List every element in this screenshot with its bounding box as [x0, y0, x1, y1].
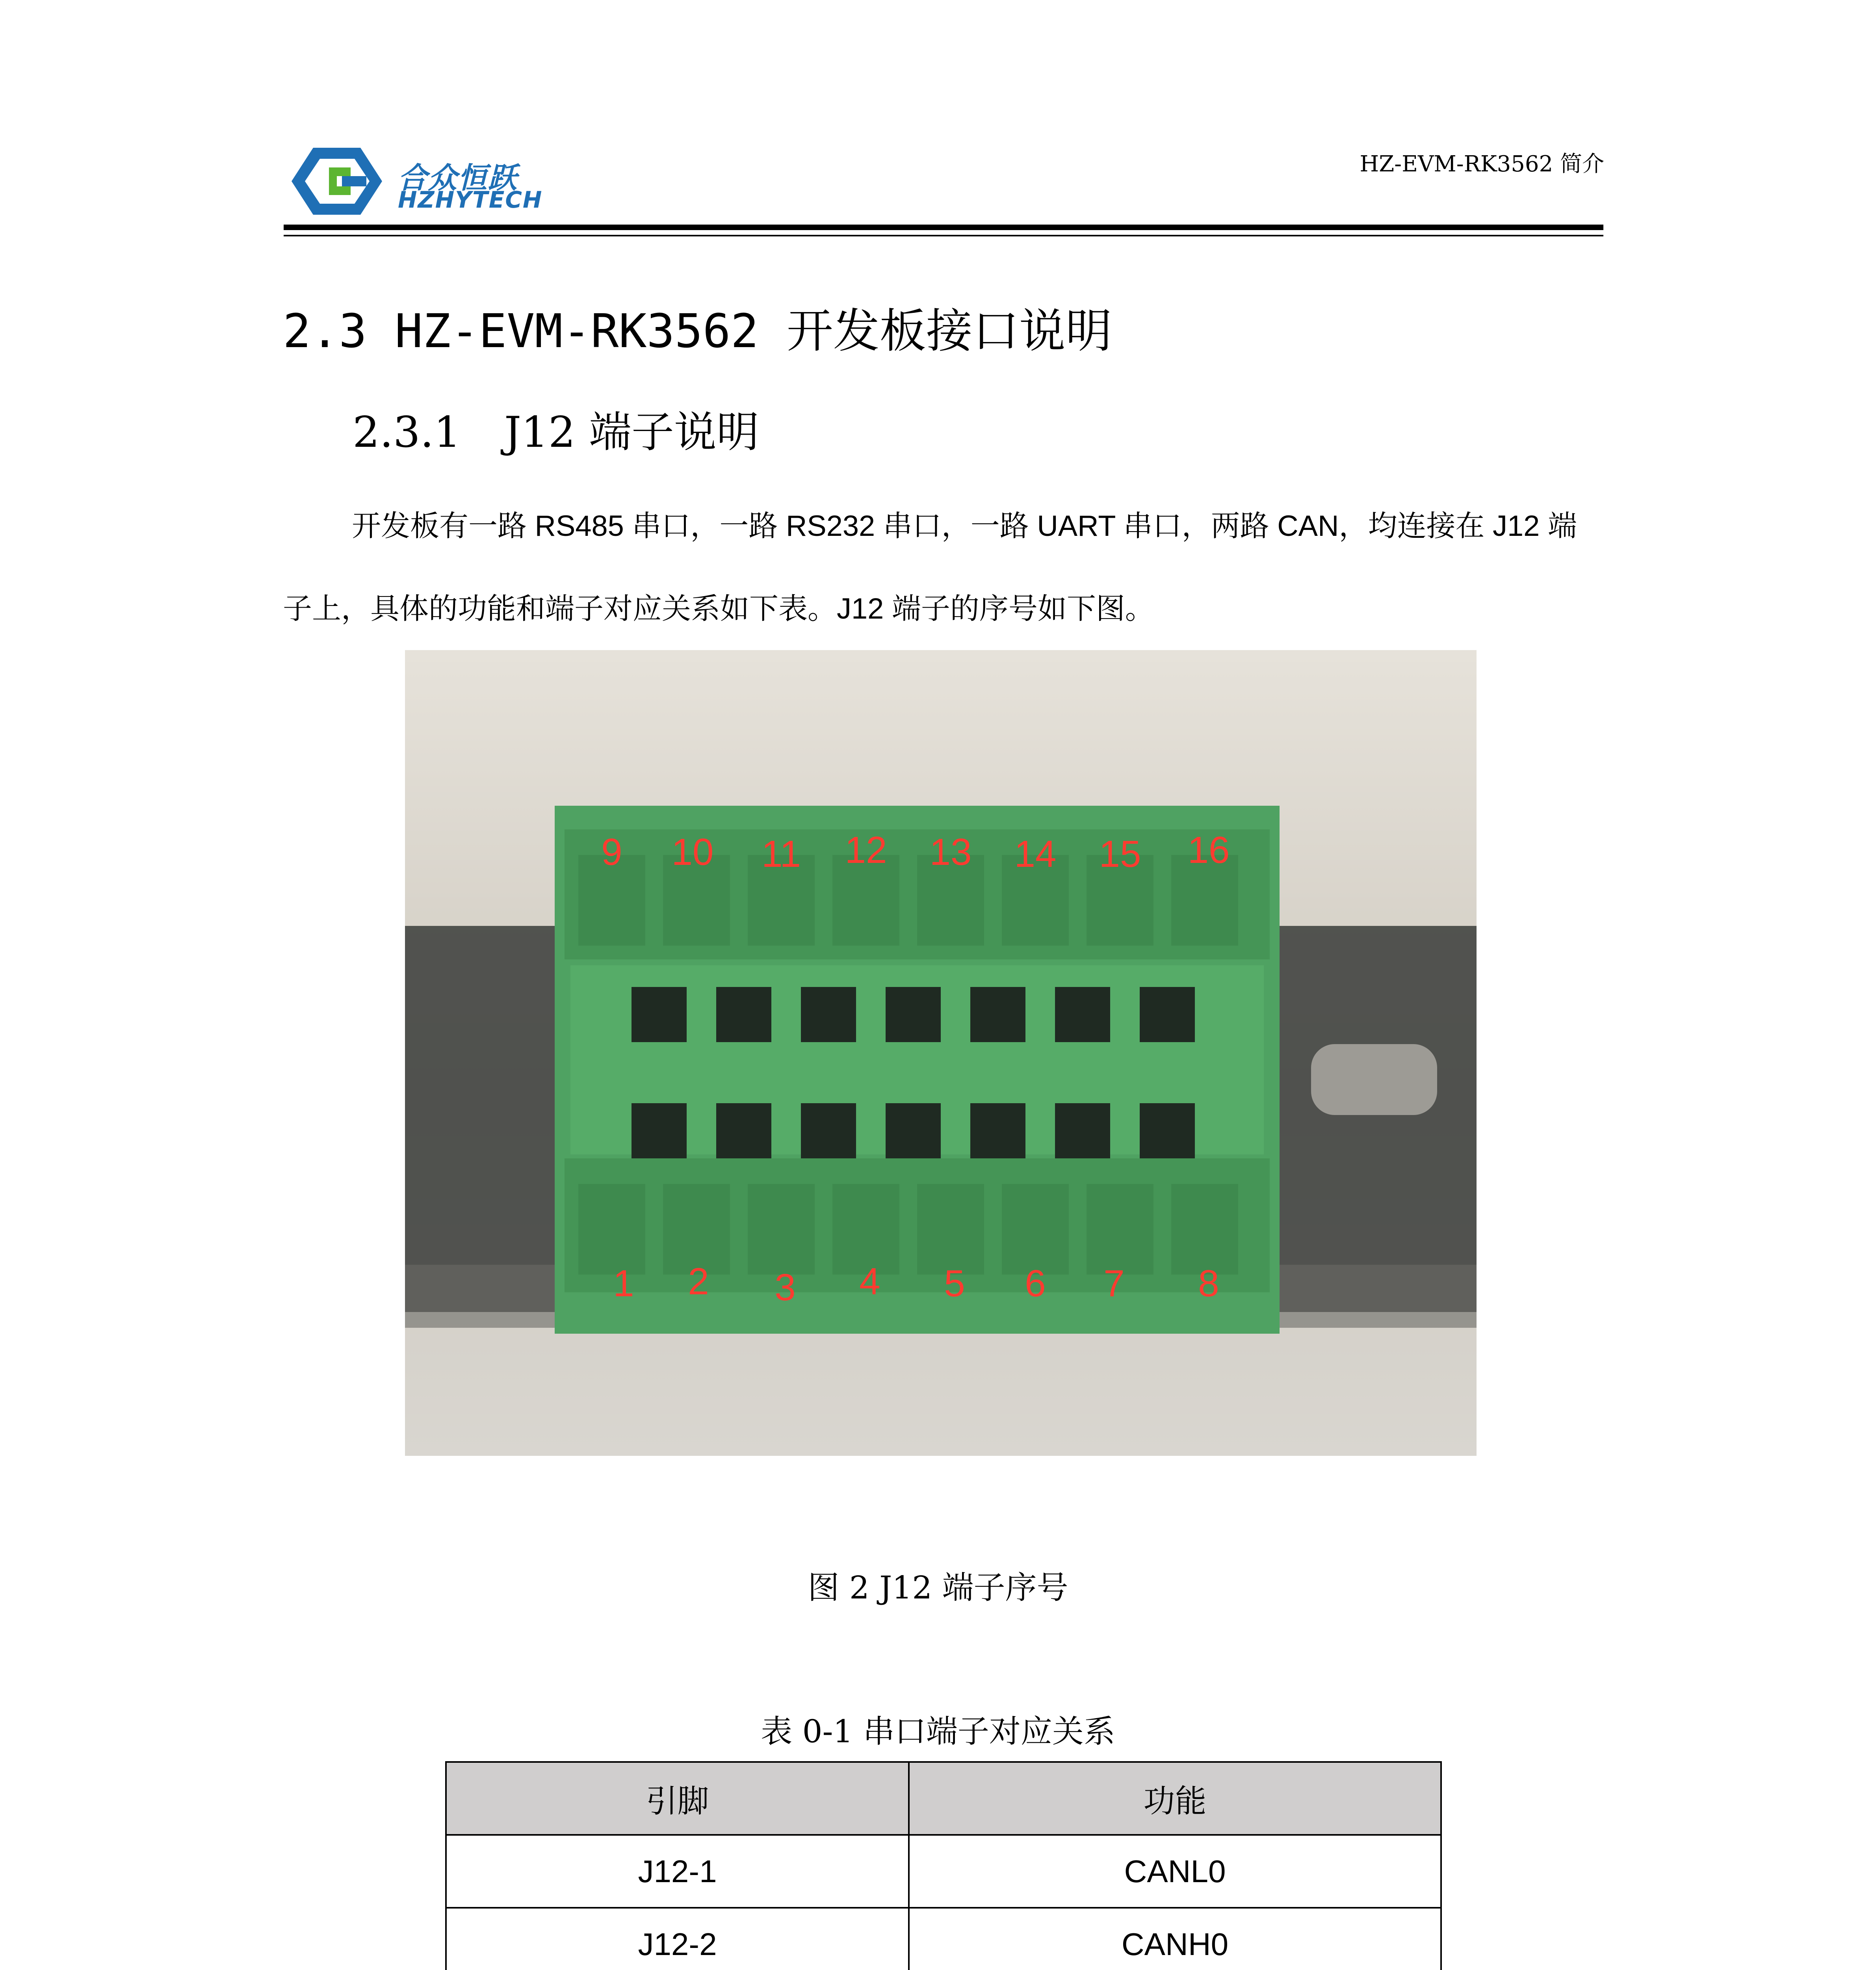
subsection-title: J12 端子说明	[504, 408, 759, 457]
section-heading: 2.3 HZ-EVM-RK3562 开发板接口说明	[283, 304, 1112, 358]
column-header-function: 功能	[909, 1762, 1441, 1835]
table-header-row	[446, 1762, 1441, 1835]
j12-terminal-photo	[405, 650, 1477, 1456]
pin-cell: J12-1	[446, 1835, 909, 1908]
company-logo	[292, 144, 544, 219]
table-caption: 表 0-1 串口端子对应关系	[761, 1713, 1115, 1750]
pin-cell: J12-2	[446, 1908, 909, 1970]
table-row	[446, 1835, 1441, 1908]
header-doc-title: HZ-EVM-RK3562 简介	[1360, 151, 1604, 177]
pin-label: 8	[1198, 1262, 1219, 1305]
header-divider	[284, 225, 1603, 230]
pin-label: 12	[845, 829, 887, 871]
logo-text-en: HZHYTECH	[398, 186, 543, 213]
pin-label: 15	[1099, 833, 1141, 875]
pin-label: 11	[762, 833, 801, 875]
pin-label: 4	[859, 1260, 880, 1303]
pin-label: 2	[688, 1260, 709, 1303]
function-cell: CANL0	[909, 1835, 1441, 1908]
pin-label: 10	[671, 831, 714, 873]
pin-label: 7	[1103, 1262, 1125, 1305]
header-divider-thin	[284, 235, 1603, 236]
pin-label: 14	[1014, 833, 1057, 875]
pin-label: 1	[613, 1262, 634, 1305]
logo-text-cn: 合众恒跃	[398, 161, 518, 195]
pin-label: 5	[944, 1262, 965, 1305]
pin-label: 6	[1025, 1262, 1046, 1305]
figure-caption: 图 2 J12 端子序号	[808, 1569, 1068, 1606]
pin-label: 16	[1187, 829, 1230, 871]
logo-emblem-icon	[292, 144, 390, 219]
function-cell: CANH0	[909, 1908, 1441, 1970]
pin-label: 3	[775, 1266, 796, 1308]
column-header-pin: 引脚	[446, 1762, 909, 1835]
pin-label: 9	[601, 831, 622, 873]
subsection-number: 2.3.1	[353, 408, 461, 457]
pin-function-table	[445, 1761, 1442, 1970]
table-row	[446, 1908, 1441, 1970]
pin-label: 13	[929, 831, 972, 873]
subsection-heading	[353, 398, 759, 459]
intro-paragraph: 开发板有一路 RS485 串口，一路 RS232 串口，一路 UART 串口，两路 CAN，均连接在 J12 端子上，具体的功能和端子对应关系如下表。J12 端子的序号如下图。	[283, 509, 1577, 625]
